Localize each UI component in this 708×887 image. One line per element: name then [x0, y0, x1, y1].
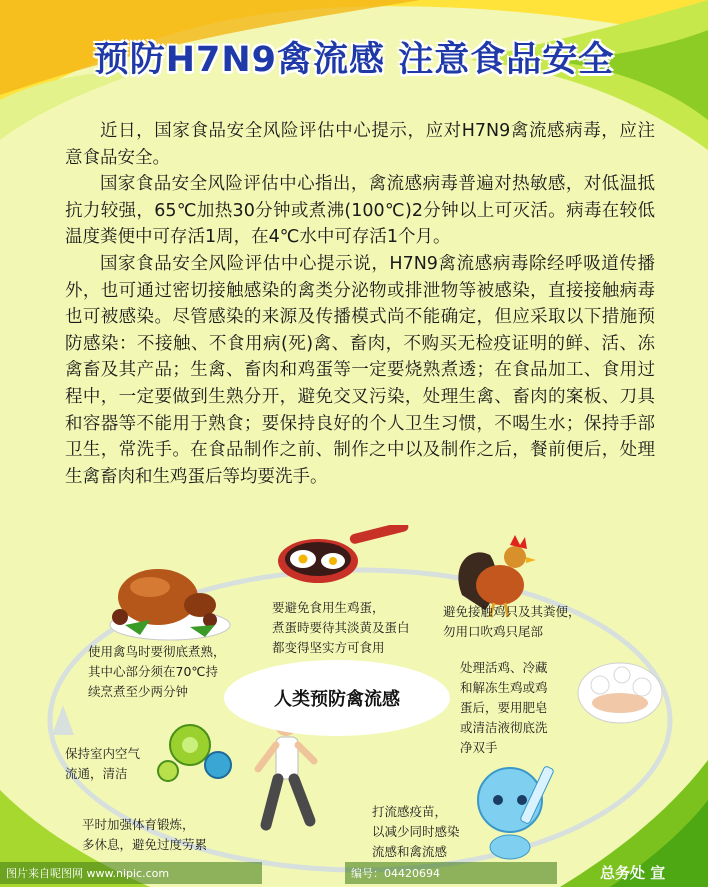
tip-line: 煮蛋時要待其淡黄及蛋白	[272, 620, 410, 635]
article-paragraph-1: 近日，国家食品安全风险评估中心提示，应对H7N9禽流感病毒，应注意食品安全。	[65, 121, 655, 168]
center-label: 人类预防禽流感	[224, 660, 450, 736]
tip-eggs	[272, 598, 432, 658]
tip-wash-hands	[460, 658, 580, 758]
tip-poultry	[88, 642, 253, 702]
tip-vaccine	[372, 802, 492, 862]
roast-chicken-icon	[110, 569, 230, 640]
tip-line: 都变得坚实方可食用	[272, 640, 385, 655]
tip-air	[65, 744, 165, 784]
tip-line: 续烹煮至少两分钟	[88, 684, 189, 699]
washing-hands-icon	[578, 663, 662, 723]
tip-line: 或清洁液彻底洗	[460, 720, 548, 735]
cycle-arrow-icon	[52, 705, 74, 735]
article-paragraph-3: 国家食品安全风险评估中心提示说，H7N9禽流感病毒除经呼吸道传播外，也可通过密切接触感染的禽类分泌物或排泄物等被感染，直接接触病毒也可被感染。尽管感染的来源及传播模式尚不能确定，但应采取以下措施预防感染：不接触、不食用病(死)禽、畜肉，不购买无检疫证明的鲜、活、冻禽畜及其产品；生禽、畜肉和鸡蛋等一定要烧熟煮透；在食品加工、食用过程中，一定要做到生熟分开，避免交叉污染，处理生禽、畜肉的案板、刀具和容器等不能用于熟食；要保持良好的个人卫生习惯，不喝生水；保持手部卫生，常洗手。在食品制作之前、制作之中以及制作之后，餐前便后，处理生禽畜肉和生鸡蛋后等均要洗手。	[65, 253, 655, 487]
article-body	[65, 118, 655, 490]
tip-line: 使用禽鸟时要彻底煮熟，	[88, 644, 226, 659]
tip-rooster	[443, 602, 613, 642]
watermark-source: 图片来自呢图网 www.nipic.com	[0, 862, 262, 884]
page-title: 预防H7N9禽流感 注意食品安全	[93, 40, 615, 80]
tip-line: 净双手	[460, 740, 498, 755]
tip-line: 多休息，避免过度劳累	[82, 837, 208, 852]
tip-line: 流感和禽流感	[372, 844, 448, 859]
virus-icon	[158, 725, 231, 781]
tip-line: 要避免食用生鸡蛋，	[272, 600, 385, 615]
tip-line: 以减少同时感染	[372, 824, 460, 839]
tip-line: 和解冻生鸡或鸡	[460, 680, 548, 695]
watermark-id: 编号：04420694	[345, 862, 557, 884]
tip-line: 蛋后，要用肥皂	[460, 700, 548, 715]
footer-office: 总务处 宣	[600, 864, 666, 882]
tip-exercise	[82, 815, 257, 855]
tip-line: 流通，清洁	[65, 766, 128, 781]
tip-line: 其中心部分须在70℃持	[88, 664, 218, 679]
tip-line: 避免接触鸡只及其粪便，	[443, 604, 581, 619]
tip-line: 处理活鸡、冷藏	[460, 660, 548, 675]
article-paragraph-2: 国家食品安全风险评估中心指出，禽流感病毒普遍对热敏感，对低温抵抗力较强，65℃加热30分钟或煮沸(100℃)2分钟以上可灭活。病毒在较低温度粪便中可存活1周，在4℃水中可存活1个月。	[65, 174, 655, 248]
frying-pan-eggs-icon	[278, 525, 409, 583]
tip-line: 保持室内空气	[65, 746, 141, 761]
tip-line: 勿用口吹鸡只尾部	[443, 624, 544, 639]
tip-line: 打流感疫苗，	[372, 804, 448, 819]
tip-line: 平时加强体育锻炼，	[82, 817, 195, 832]
